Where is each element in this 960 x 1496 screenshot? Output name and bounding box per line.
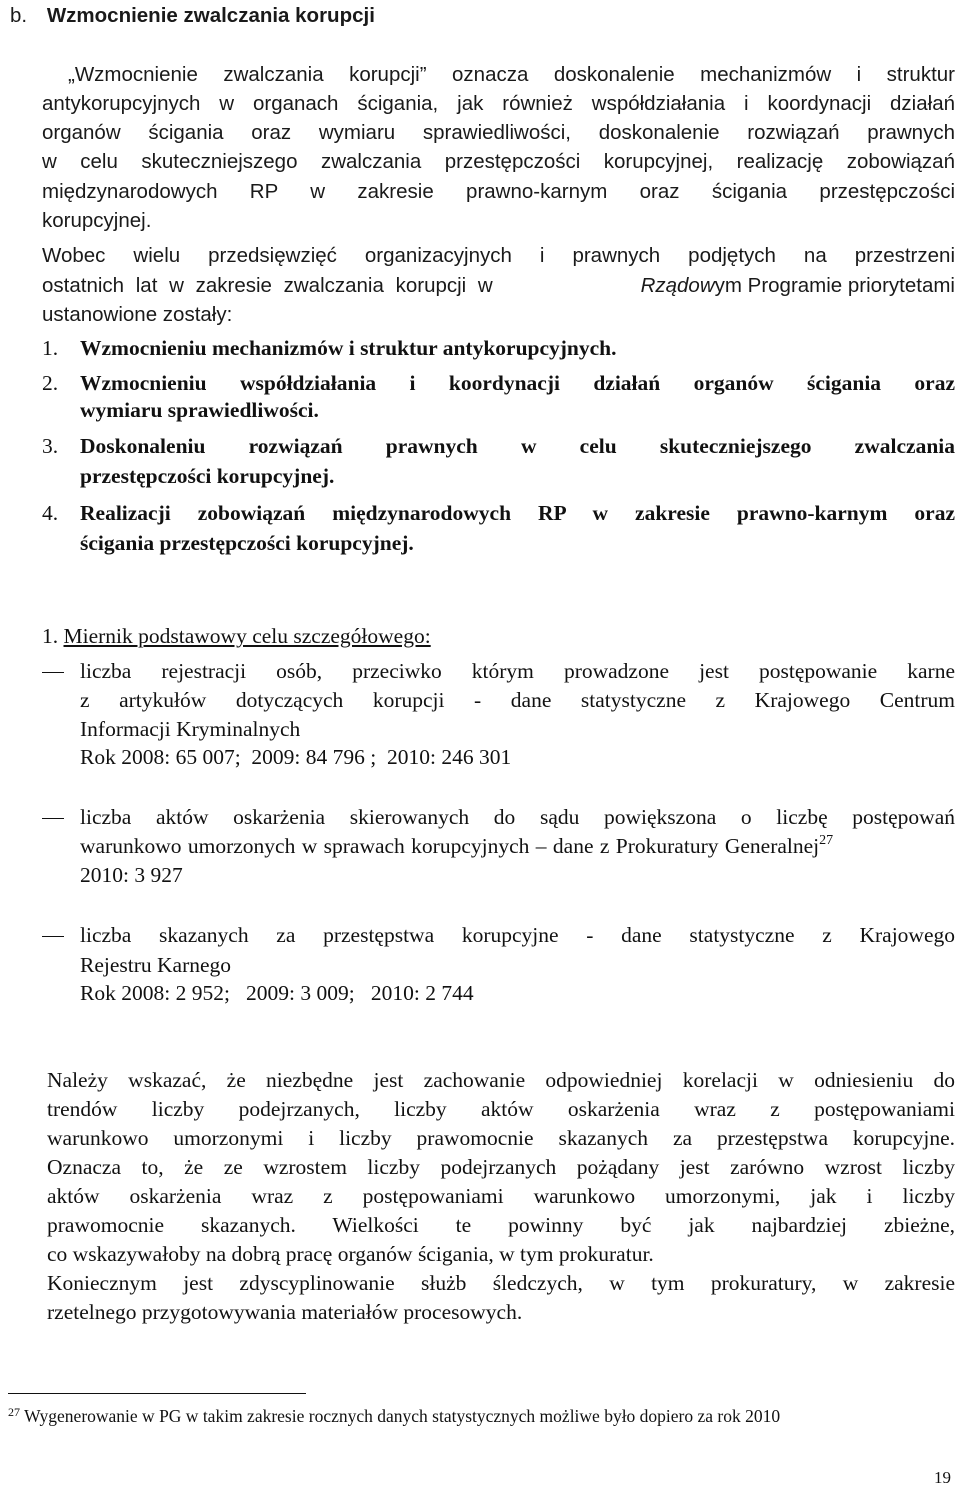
priorities-line: ustanowione zostały:	[42, 303, 233, 326]
section-letter: b.	[10, 4, 28, 27]
conclusion-line: warunkowo umorzonymi i liczby prawomocnie skazanych za przestępstwa korupcyjne.	[47, 1126, 955, 1150]
footnote-separator	[8, 1393, 306, 1394]
footnote	[8, 1404, 780, 1428]
conclusion-line: prawomocnie skazanych. Wielkości te powinny być jak najbardziej zbieżne,	[47, 1213, 955, 1237]
measure-line	[80, 832, 955, 861]
measure-heading	[42, 622, 431, 651]
list-item: przestępczości korupcyjnej.	[80, 464, 335, 488]
intro-line: organów ścigania oraz wymiaru sprawiedliwości, doskonalenie rozwiązań prawnych	[42, 121, 955, 144]
intro-line: w celu skuteczniejszego zwalczania przestępczości korupcyjnej, realizację zobowiązań	[42, 150, 955, 173]
conclusion-line: Oznacza to, że ze wzrostem liczby podejrzanych pożądany jest zarówno wzrost liczby	[47, 1155, 955, 1179]
list-number: 2.	[42, 371, 59, 395]
program-name-tail: ym Programie priorytetami	[714, 274, 955, 297]
conclusion-line: Należy wskazać, że niezbędne jest zachowanie odpowiedniej korelacji w odniesieniu do	[47, 1068, 955, 1092]
measure-heading-num: 1.	[42, 624, 59, 648]
list-item: wymiaru sprawiedliwości.	[80, 398, 319, 422]
measure-line: Informacji Kryminalnych	[80, 717, 301, 741]
measure-data: Rok 2008: 2 952; 2009: 3 009; 2010: 2 744	[80, 981, 474, 1005]
footnote-number: 27	[8, 1405, 20, 1419]
priorities-line-end	[641, 271, 955, 300]
conclusion-line: Koniecznym jest zdyscyplinowanie służb śledczych, w tym prokuratury, w zakresie	[47, 1271, 955, 1295]
conclusion-line: rzetelnego przygotowywania materiałów procesowych.	[47, 1300, 523, 1324]
measure-line: liczba aktów oskarżenia skierowanych do sądu powiększona o liczbę postępowań	[80, 805, 955, 829]
intro-line: „Wzmocnienie zwalczania korupcji” oznacza doskonalenie mechanizmów i struktur	[68, 63, 955, 86]
measure-line: liczba rejestracji osób, przeciwko którym prowadzone jest postępowanie karne	[80, 659, 955, 683]
intro-line: antykorupcyjnych w organach ścigania, jak również współdziałania i koordynacji działań	[42, 92, 955, 115]
list-number: 1.	[42, 336, 59, 360]
conclusion-line: aktów oskarżenia wraz z postępowaniami warunkowo umorzonymi, jak i liczby	[47, 1184, 955, 1208]
list-item: Doskonaleniu rozwiązań prawnych w celu skuteczniejszego zwalczania	[80, 434, 955, 458]
section-title: Wzmocnienie zwalczania korupcji	[46, 4, 375, 27]
section-heading	[10, 1, 375, 30]
measure-line-text: warunkowo umorzonych w sprawach korupcyjnych – dane z Prokuratury Generalnej	[80, 834, 820, 858]
priorities-line: Wobec wielu przedsięwzięć organizacyjnych i prawnych podjętych na przestrzeni	[42, 244, 955, 267]
dash-bullet	[42, 936, 64, 937]
list-item: Wzmocnieniu współdziałania i koordynacji działań organów ścigania oraz	[80, 371, 955, 395]
measure-heading-text: Miernik podstawowy celu szczegółowego:	[63, 624, 431, 648]
intro-line: międzynarodowych RP w zakresie prawno-karnym oraz ścigania przestępczości	[42, 180, 955, 203]
footnote-ref: 27	[819, 833, 834, 848]
list-item: Wzmocnieniu mechanizmów i struktur antykorupcyjnych.	[80, 336, 617, 360]
conclusion-line: co wskazywałoby na dobrą pracę organów ścigania, w tym prokuratur.	[47, 1242, 654, 1266]
program-name-italic: Rządow	[640, 274, 715, 297]
list-number: 3.	[42, 434, 59, 458]
footnote-text: Wygenerowanie w PG w takim zakresie rocznych danych statystycznych możliwe było dopiero za rok 2010	[24, 1406, 781, 1426]
measure-line: Rejestru Karnego	[80, 953, 232, 977]
measure-line: z artykułów dotyczących korupcji - dane statystyczne z Krajowego Centrum	[80, 688, 955, 712]
page-number: 19	[934, 1468, 951, 1487]
measure-data: Rok 2008: 65 007; 2009: 84 796 ; 2010: 246 301	[80, 745, 512, 769]
list-item: Realizacji zobowiązań międzynarodowych RP w zakresie prawno-karnym oraz	[80, 501, 955, 525]
conclusion-line: trendów liczby podejrzanych, liczby aktów oskarżenia wraz z postępowaniami	[47, 1097, 955, 1121]
list-number: 4.	[42, 501, 59, 525]
priorities-line-start: ostatnich lat w zakresie zwalczania korupcji w	[42, 274, 493, 297]
dash-bullet	[42, 672, 64, 673]
intro-line: korupcyjnej.	[42, 209, 152, 232]
measure-data: 2010: 3 927	[80, 863, 183, 887]
list-item: ścigania przestępczości korupcyjnej.	[80, 531, 414, 555]
measure-line: liczba skazanych za przestępstwa korupcyjne - dane statystyczne z Krajowego	[80, 923, 955, 947]
priorities-line	[42, 271, 955, 300]
dash-bullet	[42, 818, 64, 819]
